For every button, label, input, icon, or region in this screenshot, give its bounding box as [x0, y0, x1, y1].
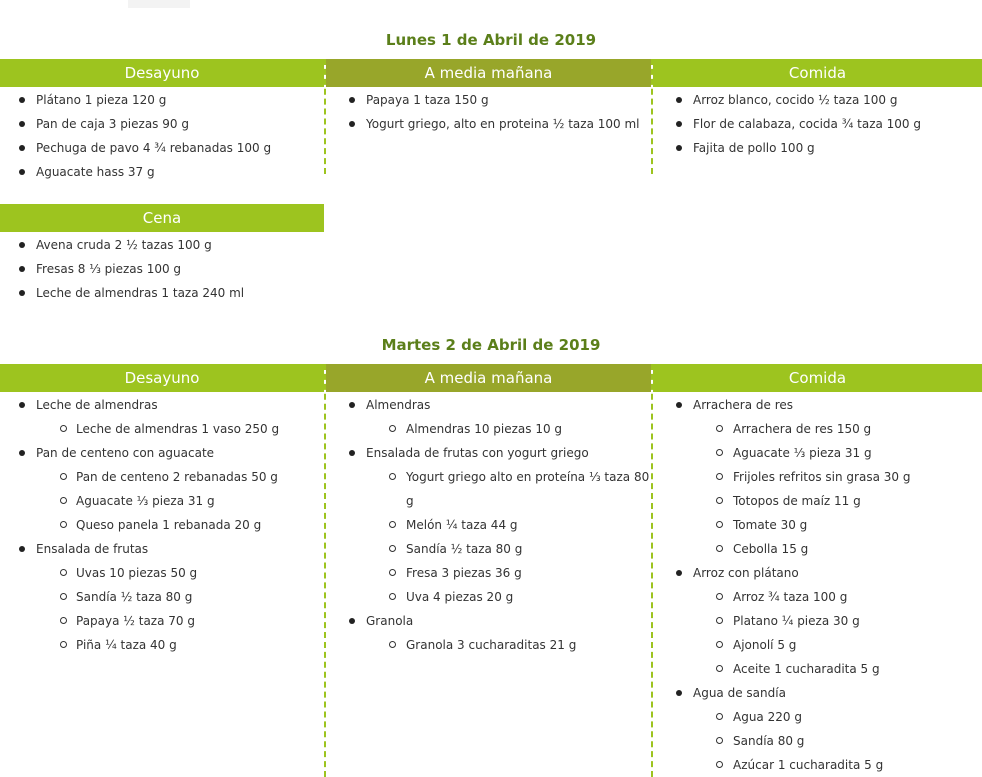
list-item: Fresas 8 ⅓ piezas 100 g	[0, 257, 324, 281]
list-subitem: Queso panela 1 rebanada 20 g	[0, 513, 324, 537]
top-edge-remnant	[128, 0, 190, 8]
day-1	[0, 29, 982, 319]
list-subitem: Papaya ½ taza 70 g	[0, 609, 324, 633]
meal-header: A media mañana	[326, 364, 651, 392]
list-item: Yogurt griego, alto en proteina ½ taza 100 ml	[326, 112, 651, 136]
meal-header: Comida	[653, 59, 982, 87]
list-subitem: Almendras 10 piezas 10 g	[326, 417, 651, 441]
meal-row	[0, 364, 982, 777]
list-subitem: Uvas 10 piezas 50 g	[0, 561, 324, 585]
list-item: Agua de sandía	[653, 681, 982, 705]
item-list	[326, 392, 651, 657]
meal-media-manana	[326, 59, 651, 136]
list-subitem: Arroz ¾ taza 100 g	[653, 585, 982, 609]
meal-row	[0, 59, 982, 300]
item-list	[653, 392, 982, 777]
list-subitem: Sandía ½ taza 80 g	[326, 537, 651, 561]
meal-desayuno	[0, 364, 324, 657]
meal-comida	[653, 364, 982, 777]
meal-header: Comida	[653, 364, 982, 392]
list-item: Pan de caja 3 piezas 90 g	[0, 112, 324, 136]
list-subitem: Azúcar 1 cucharadita 5 g	[653, 753, 982, 777]
list-subitem: Granola 3 cucharaditas 21 g	[326, 633, 651, 657]
list-item: Flor de calabaza, cocida ¾ taza 100 g	[653, 112, 982, 136]
list-item: Arroz blanco, cocido ½ taza 100 g	[653, 88, 982, 112]
list-subitem: Agua 220 g	[653, 705, 982, 729]
day-2	[0, 334, 982, 777]
list-subitem: Melón ¼ taza 44 g	[326, 513, 651, 537]
item-list	[0, 87, 324, 184]
list-subitem: Leche de almendras 1 vaso 250 g	[0, 417, 324, 441]
list-subitem: Arrachera de res 150 g	[653, 417, 982, 441]
list-subitem: Piña ¼ taza 40 g	[0, 633, 324, 657]
meal-header: Cena	[0, 204, 324, 232]
meal-header: A media mañana	[326, 59, 651, 87]
list-subitem: Ajonolí 5 g	[653, 633, 982, 657]
list-subitem: Tomate 30 g	[653, 513, 982, 537]
meal-cena	[0, 204, 324, 305]
item-list	[653, 87, 982, 160]
list-subitem: Cebolla 15 g	[653, 537, 982, 561]
list-item: Arroz con plátano	[653, 561, 982, 585]
list-item: Aguacate hass 37 g	[0, 160, 324, 184]
list-item: Papaya 1 taza 150 g	[326, 88, 651, 112]
list-item: Plátano 1 pieza 120 g	[0, 88, 324, 112]
item-list	[326, 87, 651, 136]
list-subitem: Fresa 3 piezas 36 g	[326, 561, 651, 585]
meal-desayuno	[0, 59, 324, 184]
list-subitem: Aceite 1 cucharadita 5 g	[653, 657, 982, 681]
list-item: Leche de almendras	[0, 393, 324, 417]
list-item: Almendras	[326, 393, 651, 417]
list-subitem: Sandía ½ taza 80 g	[0, 585, 324, 609]
list-subitem: Aguacate ⅓ pieza 31 g	[0, 489, 324, 513]
list-subitem: Platano ¼ pieza 30 g	[653, 609, 982, 633]
list-item: Granola	[326, 609, 651, 633]
list-item: Leche de almendras 1 taza 240 ml	[0, 281, 324, 305]
list-item: Ensalada de frutas	[0, 537, 324, 561]
list-item: Avena cruda 2 ½ tazas 100 g	[0, 233, 324, 257]
list-subitem: Totopos de maíz 11 g	[653, 489, 982, 513]
list-item: Pan de centeno con aguacate	[0, 441, 324, 465]
list-subitem: Yogurt griego alto en proteína ⅓ taza 80	[326, 465, 651, 489]
list-item: Fajita de pollo 100 g	[653, 136, 982, 160]
meal-header: Desayuno	[0, 59, 324, 87]
item-list	[0, 232, 324, 305]
list-item: Arrachera de res	[653, 393, 982, 417]
list-item: Ensalada de frutas con yogurt griego	[326, 441, 651, 465]
list-subitem: Uva 4 piezas 20 g	[326, 585, 651, 609]
list-item: Pechuga de pavo 4 ¾ rebanadas 100 g	[0, 136, 324, 160]
list-subitem: Pan de centeno 2 rebanadas 50 g	[0, 465, 324, 489]
day-title: Martes 2 de Abril de 2019	[381, 336, 601, 354]
meal-comida	[653, 59, 982, 160]
list-subitem: Frijoles refritos sin grasa 30 g	[653, 465, 982, 489]
meal-header: Desayuno	[0, 364, 324, 392]
item-list	[0, 392, 324, 657]
day-title: Lunes 1 de Abril de 2019	[385, 31, 597, 49]
meal-media-manana	[326, 364, 651, 657]
list-subitem: Aguacate ⅓ pieza 31 g	[653, 441, 982, 465]
list-subitem-continuation: g	[406, 494, 414, 508]
list-subitem: Sandía 80 g	[653, 729, 982, 753]
